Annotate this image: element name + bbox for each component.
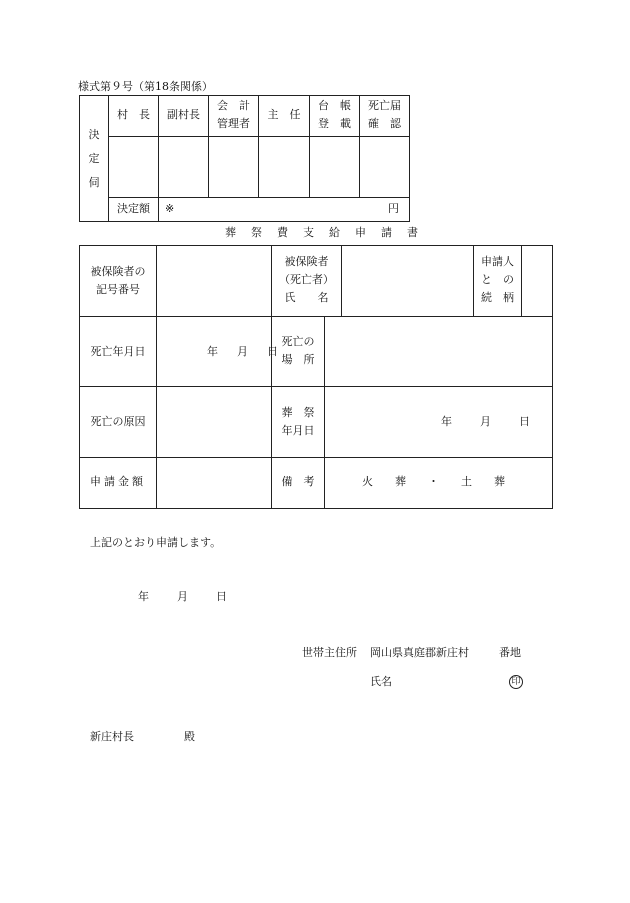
- remarks-value: 火 葬 ・ 土 葬: [362, 475, 505, 488]
- header-death-notice-1: 死亡届: [368, 99, 401, 112]
- form-number: 様式第９号（第18条関係）: [78, 80, 213, 93]
- addressee: 新庄村長: [90, 730, 134, 743]
- header-ledger-1: 台 帳: [318, 99, 351, 112]
- header-death-notice-2: 確 認: [368, 117, 401, 130]
- death-place-label-1: 死亡の: [281, 335, 315, 348]
- header-accountant-2: 管理者: [217, 117, 250, 130]
- insured-name-label-1: 被保険者: [284, 255, 329, 268]
- insured-name-label-2: （死亡者）: [279, 273, 334, 286]
- death-cause-label: 死亡の原因: [90, 415, 146, 428]
- header-chief: 主 任: [267, 108, 301, 121]
- application-date: 年 月 日: [138, 590, 229, 603]
- decided-amount-label: 決定額: [117, 202, 150, 215]
- decided-amount-unit: 円: [388, 202, 399, 215]
- approval-side-label-3: 伺: [88, 176, 100, 189]
- seal-mark: 印: [509, 675, 523, 689]
- funeral-date-label-2: 年月日: [281, 424, 315, 437]
- death-date-value: 年 月 日: [207, 345, 282, 358]
- decided-amount-mark: ※: [165, 202, 175, 215]
- insured-name-label-3: 氏 名: [284, 291, 329, 304]
- death-place-label-2: 場 所: [281, 353, 315, 366]
- approval-side-label-1: 決: [88, 128, 100, 141]
- death-date-label: 死亡年月日: [90, 345, 146, 358]
- honorific: 殿: [184, 730, 195, 743]
- remarks-label: 備 考: [281, 475, 315, 488]
- application-amount-label: 申請金額: [90, 475, 146, 488]
- header-village-head: 村 長: [117, 108, 150, 121]
- approval-side-label-2: 定: [88, 152, 100, 165]
- header-deputy-head: 副村長: [167, 108, 200, 121]
- insured-number-label-1: 被保険者の: [90, 265, 146, 278]
- funeral-date-value: 年 月 日: [441, 415, 532, 428]
- statement: 上記のとおり申請します。: [90, 536, 222, 549]
- header-accountant-1: 会 計: [217, 99, 250, 112]
- address-suffix: 番地: [499, 646, 521, 659]
- funeral-date-label-1: 葬 祭: [281, 406, 315, 419]
- insured-number-label-2: 記号番号: [96, 283, 140, 296]
- relation-label-1: 申請人: [481, 255, 514, 268]
- relation-label-3: 続 柄: [481, 291, 514, 304]
- address-value: 岡山県真庭郡新庄村: [370, 646, 469, 659]
- address-label: 世帯主住所: [302, 646, 357, 659]
- relation-label-2: と の: [481, 273, 514, 286]
- name-label: 氏名: [370, 675, 392, 688]
- form-title: 葬祭費支給申請書: [225, 226, 433, 239]
- header-ledger-2: 登 載: [318, 117, 351, 130]
